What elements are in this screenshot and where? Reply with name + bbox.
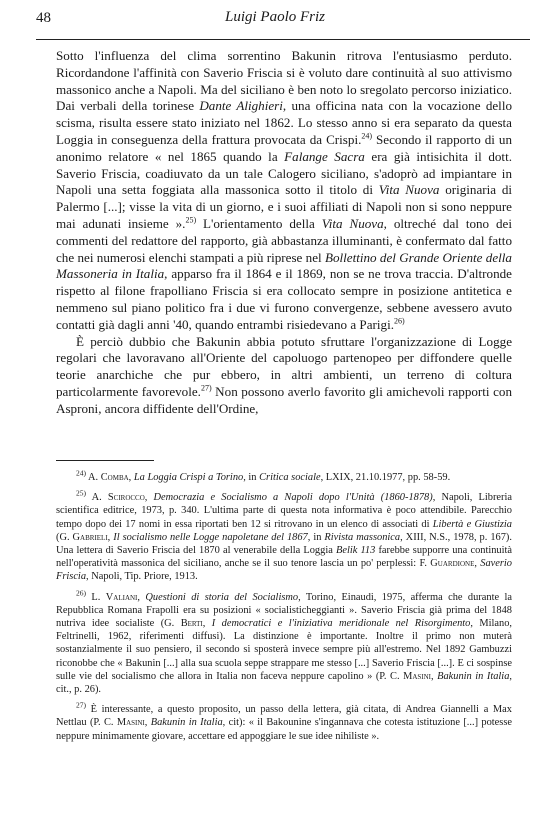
footnote-text [88, 472, 450, 483]
text-run: , cit., p. 26). [56, 670, 512, 696]
footnote-number: 27) [76, 700, 86, 710]
text-run: , oltreché dal tono dei commenti del redattore del rapporto, già abbastanza illuminanti, è confermato dal fatto che nei numerosi elenchi stampati a più riprese nel [56, 215, 512, 265]
running-title: Luigi Paolo Friz [224, 9, 325, 25]
text-run: , Milano, Feltrinelli, 1962, riferimenti diffusi). La distinzione è importante. Inoltre il primo non muterà sostanzialmente il suo pensiero, il secondo si sposterà invece sempre più all'estremo. Nel 1892 Gambuzzi riconobbe che « Bakunin [...] alla sua scuola seppe strappare me stesso [...] Saverio Friscia [...]. E ci sospinse sulle vie del socialismo che allora in Italia non faceva neppure capolino » (P. C. [56, 618, 512, 682]
text-run: Secondo il rapporto di un anonimo relatore « nel 1865 quando la [56, 131, 513, 164]
footnote [56, 488, 513, 583]
author-name: Scirocco [107, 492, 145, 504]
author-name: Guardione [430, 558, 475, 570]
italic-text: Il socialismo nelle Logge napoletane del 1867 [113, 531, 308, 543]
footnote-ref: 24) [361, 131, 373, 141]
author-name: Gabrieli [72, 531, 108, 543]
author-name: Masini [403, 670, 431, 682]
italic-text: Critica sociale [259, 472, 321, 483]
text-run: L. [91, 591, 106, 603]
text-run: Non possono averlo favorito gli amichevoli rapporti con Asproni, ancora diffidente dell'Ordine, [56, 383, 512, 416]
header-rule [36, 39, 530, 40]
footnote [56, 700, 512, 743]
italic-text: I democratici e l'iniziativa meridionale nel Risorgimento [211, 618, 471, 630]
text-run: , in [243, 472, 260, 483]
text-run: È perciò dubbio che Bakunin abbia potuto sfruttare l'organizzazione di Logge regolari che lavoravano all'Oriente del capoluogo partenopeo per diffondere quelle teorie anarchiche che pur ebbero, in altri ambienti, un terreno di coltura particolarmente favorevole. [56, 333, 512, 399]
text-run: , cit): « il Bakounine s'ingannava che cotesta istituzione [...] potesse neppure minimamente giovare, accettare ed appoggiare le sue idee nihiliste ». [56, 717, 512, 742]
text-run: , Torino, Einaudi, 1975, afferma che durante la Repubblica Romana Frapolli era su posizioni « socialisticheggianti ». Saverio Friscia già prima del 1848 nutriva idee socialiste (G. [56, 591, 512, 630]
footnote-text [56, 492, 512, 582]
author-name: Masini [116, 717, 145, 729]
italic-text: Belik 113 [335, 545, 376, 557]
italic-text: Libertà e Giustizia [432, 518, 512, 530]
text-run: , [202, 618, 212, 630]
author-name: Berti [180, 618, 203, 630]
italic-text: Democrazia e Socialismo a Napoli dopo l'Unità (1860-1878) [153, 492, 433, 504]
body-paragraph [56, 48, 512, 334]
text-run: , [144, 717, 151, 729]
footnote-ref: 26) [393, 316, 405, 326]
text-run: , [144, 492, 154, 504]
text-run: (G. [56, 531, 73, 543]
text-run: A. [91, 492, 108, 504]
body-paragraph [56, 334, 512, 418]
italic-text: Bakunin in Italia [150, 717, 223, 729]
text-run: , LXIX, 21.10.1977, pp. 58-59. [320, 472, 451, 483]
text-run: originaria di Palermo [...]; visse la vita di un giorno, e i suoi affiliati di Napoli non si sono neppure mai adunati insieme ». [56, 182, 512, 231]
author-name: Comba [100, 472, 129, 483]
text-run: , Napoli, Libreria scientifica editrice, 1973, p. 340. L'ultima parte di questa nota informativa è poco attendibile. Parecchio tempo dopo dei 17 nomi in essa riportati ben 12 si ritrovano in un elenco di associati di [56, 492, 512, 530]
footnote-number: 24) [76, 468, 86, 478]
text-run: Sotto l'influenza del clima sorrentino Bakunin ritrova l'entusiasmo perduto. Ricordandone l'affinità con Saverio Friscia si è voluto dare continuità al suo attivismo massonico anche a Napoli. Ma del siciliano è ben noto lo sregolato percorso iniziatico. Dai verbali della torinese [56, 48, 512, 114]
italic-text: Saverio Friscia [56, 558, 512, 583]
italic-text: Dante Alighieri [199, 98, 283, 114]
text-run: È interessante, a questo proposito, un passo della lettera, già citata, di Andrea Giannelli a Max Nettlau (P. C. [56, 704, 512, 729]
footnote [56, 588, 512, 697]
page-header [0, 8, 550, 34]
footnotes [56, 468, 513, 750]
italic-text: Bollettino del Grande Oriente della Massoneria in Italia [56, 249, 512, 282]
italic-text: Falange Sacra [284, 148, 365, 164]
footnote-ref: 27) [200, 383, 212, 393]
italic-text: La Loggia Crispi a Torino [133, 472, 244, 483]
body-text [56, 48, 512, 418]
footnote [56, 468, 512, 484]
text-run: , una officina nata con la vocazione dello scisma, risulta essere stato iniziato nel 1862. Lo stesso anno si era separato da questa Loggia in conseguenza della frattura provocata da Crispi. [56, 98, 512, 147]
text-run: era già intisichita il dott. Saverio Friscia, coadiuvato da un tale Calogero siciliano, s'adoprò ad impiantare in Napoli una setta foggiata alla massonica sotto il titolo di [56, 148, 512, 198]
italic-text: Questioni di storia del Socialismo [145, 591, 299, 603]
text-run: , in [307, 531, 325, 543]
italic-text: Bakunin in Italia [437, 670, 510, 682]
footnote-number: 25) [76, 488, 86, 498]
text-run: L'orientamento della [196, 215, 322, 231]
footnote-number: 26) [76, 588, 86, 598]
footnote-rule [56, 460, 154, 461]
footnote-ref: 25) [185, 215, 197, 225]
italic-text: Vita Nuova [378, 182, 440, 198]
author-name: Valiani [105, 591, 138, 603]
text-run: , [431, 670, 438, 682]
italic-text: Vita Nuova [321, 215, 384, 231]
text-run: , apparso fra il 1864 e il 1869, non se ne trova traccia. D'altronde rispetto al filone frapolliano Friscia si era collocato sempre in posizione antitetica e nemmeno sul piano politico fra i due vi furono convergenze, sebbene avessero avuto contatti già dagli anni '40, quando entrambi risiedevano a Parigi. [56, 266, 512, 332]
text-run: farebbe supporre una continuità nell'operatività massonica del siciliano, anche se il suo tenore lascia un po' perplessi: F. [56, 545, 513, 570]
page-number: 48 [36, 10, 51, 26]
text-run: A. [88, 472, 101, 483]
italic-text: Rivista massonica [324, 531, 401, 543]
text-run: , XIII, N.S., 1978, p. 167). Una lettera di Saverio Friscia del 1870 al venerabile della Loggia [56, 531, 512, 557]
text-run: , [128, 472, 134, 483]
text-run: , [107, 531, 114, 543]
text-run: , [137, 591, 146, 603]
text-run: , Napoli, Tip. Priore, 1913. [86, 571, 198, 583]
footnote-text [56, 592, 512, 695]
text-run: , [474, 558, 481, 570]
footnote-text [56, 704, 512, 741]
